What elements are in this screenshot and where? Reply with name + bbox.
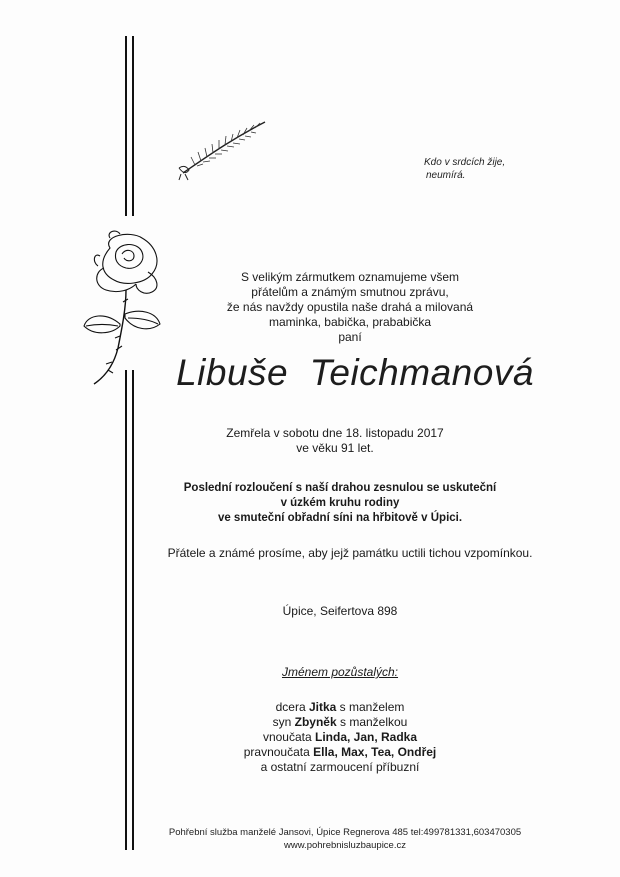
border-line [125, 36, 127, 216]
intro-text [180, 270, 520, 345]
footer-line: Pohřební služba manželé Jansovi, Úpice Regnerova 485 tel:499781331,603470305 [168, 827, 522, 838]
farewell-line: Poslední rozloučení s naší drahou zesnulou se uskuteční [183, 482, 497, 494]
footer [140, 826, 550, 852]
farewell-line: ve smuteční obřadní síni na hřbitově v Úpici. [217, 512, 463, 524]
palm-branch-icon [175, 118, 270, 183]
family-list [170, 700, 510, 775]
quote-text [424, 156, 505, 182]
death-info [200, 426, 470, 456]
intro-line: přátelům a známým smutnou zprávu, [251, 285, 449, 299]
border-line [132, 36, 134, 216]
intro-line: paní [338, 330, 362, 344]
farewell-info [160, 481, 520, 526]
request-text: Přátele a známé prosíme, aby jejž památku uctili tichou vzpomínkou. [167, 546, 533, 560]
intro-line: S velikým zármutkem oznamujeme všem [240, 270, 460, 284]
border-line [132, 370, 134, 850]
death-line: ve věku 91 let. [296, 441, 374, 455]
address-text: Úpice, Seifertova 898 [282, 604, 398, 618]
family-line: vnoučata Linda, Jan, Radka [262, 730, 418, 744]
border-line [125, 370, 127, 850]
death-line: Zemřela v sobotu dne 18. listopadu 2017 [226, 426, 444, 440]
family-line: a ostatní zarmoucení příbuzní [260, 760, 420, 774]
family-line: pravnoučata Ella, Max, Tea, Ondřej [243, 745, 437, 759]
farewell-line: v úzkém kruhu rodiny [280, 497, 400, 509]
family-line: syn Zbyněk s manželkou [272, 715, 408, 729]
quote-line: neumírá. [426, 170, 466, 181]
intro-line: že nás navždy opustila naše drahá a milovaná [226, 300, 474, 314]
on-behalf-heading: Jménem pozůstalých: [281, 665, 399, 679]
family-line: dcera Jitka s manželem [275, 700, 405, 714]
intro-line: maminka, babička, prababička [268, 315, 432, 329]
deceased-name: Libuše Teichmanová [176, 352, 534, 393]
quote-line: Kdo v srdcích žije, [424, 157, 506, 168]
footer-website: www.pohrebnisluzbaupice.cz [284, 840, 406, 851]
